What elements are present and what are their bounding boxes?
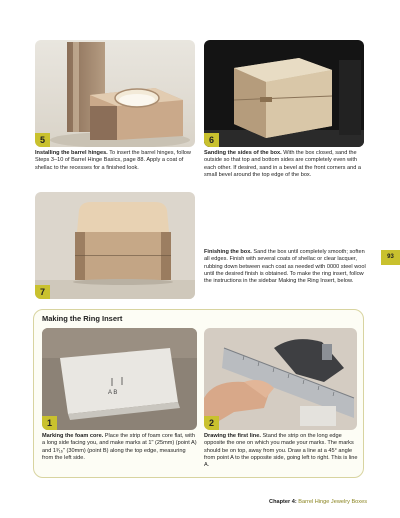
photo-step-7 bbox=[35, 192, 195, 299]
sidebar-step-2-badge: 2 bbox=[204, 416, 219, 430]
hinge-box-image bbox=[35, 40, 195, 147]
step-7-badge: 7 bbox=[35, 285, 50, 299]
sidebar-step-1-text: Place the strip of foam core flat, with a long side facing you, and make marks at 1" (25mm) (point A) and 1³⁄₁₆" (30mm) (point B) along the top edge, measuring from the left side. bbox=[42, 433, 197, 461]
step-7-text: Sand the box until completely smooth; soften all edges. Finish with several coats of shellac or clear lacquer, rubbing down between each coat as needed with 0000 steel wool until the desired finish is obtained. To make the ring insert, follow the instructions in the sidebar Making the Ring Insert, below. bbox=[204, 249, 366, 285]
step-5-caption bbox=[35, 150, 197, 172]
sidebar-step-2-title: Drawing the first line. bbox=[204, 433, 261, 439]
step-7-caption bbox=[204, 249, 366, 285]
foam-core-image bbox=[42, 328, 197, 430]
step-7-title: Finishing the box. bbox=[204, 249, 252, 255]
foam-mark-text: A B bbox=[108, 390, 118, 396]
page-number-tab: 93 bbox=[381, 250, 400, 265]
photo-step-6 bbox=[204, 40, 364, 147]
step-6-title: Sanding the sides of the box. bbox=[204, 150, 282, 156]
sidebar-title: Making the Ring Insert bbox=[42, 314, 123, 323]
sanding-box-image bbox=[204, 40, 364, 147]
combination-square-image bbox=[204, 328, 357, 430]
finished-box-image bbox=[35, 192, 195, 299]
sidebar-step-1-caption bbox=[42, 433, 198, 462]
step-6-caption bbox=[204, 150, 366, 179]
photo-sidebar-step-2 bbox=[204, 328, 357, 430]
step-5-title: Installing the barrel hinges. bbox=[35, 150, 108, 156]
photo-sidebar-step-1 bbox=[42, 328, 197, 430]
step-6-text: With the box closed, sand the outside so that top and bottom sides are completely even with each other. If desired, sand in a bevel at the front corners and a small bevel around the top edge of the box. bbox=[204, 150, 362, 178]
step-5-text: To insert the barrel hinges, follow Steps 3–10 of Barrel Hinge Basics, page 88. Apply a coat of shellac to the recesses for a finished look. bbox=[35, 150, 191, 171]
step-6-badge: 6 bbox=[204, 133, 219, 147]
page-footer bbox=[269, 499, 367, 505]
step-5-badge: 5 bbox=[35, 133, 50, 147]
photo-step-5 bbox=[35, 40, 195, 147]
sidebar-step-1-badge: 1 bbox=[42, 416, 57, 430]
footer-chapter: Chapter 4: bbox=[269, 499, 297, 505]
footer-chapter-name: Barrel Hinge Jewelry Boxes bbox=[298, 499, 367, 505]
sidebar-step-2-text: Stand the strip on the long edge opposite the one on which you made your marks. The marks should be on top, away from you. Draw a line at a 45° angle from point A to the opposite side, going left to right. This is line A. bbox=[204, 433, 358, 469]
sidebar-step-2-caption bbox=[204, 433, 360, 469]
sidebar-step-1-title: Marking the foam core. bbox=[42, 433, 104, 439]
